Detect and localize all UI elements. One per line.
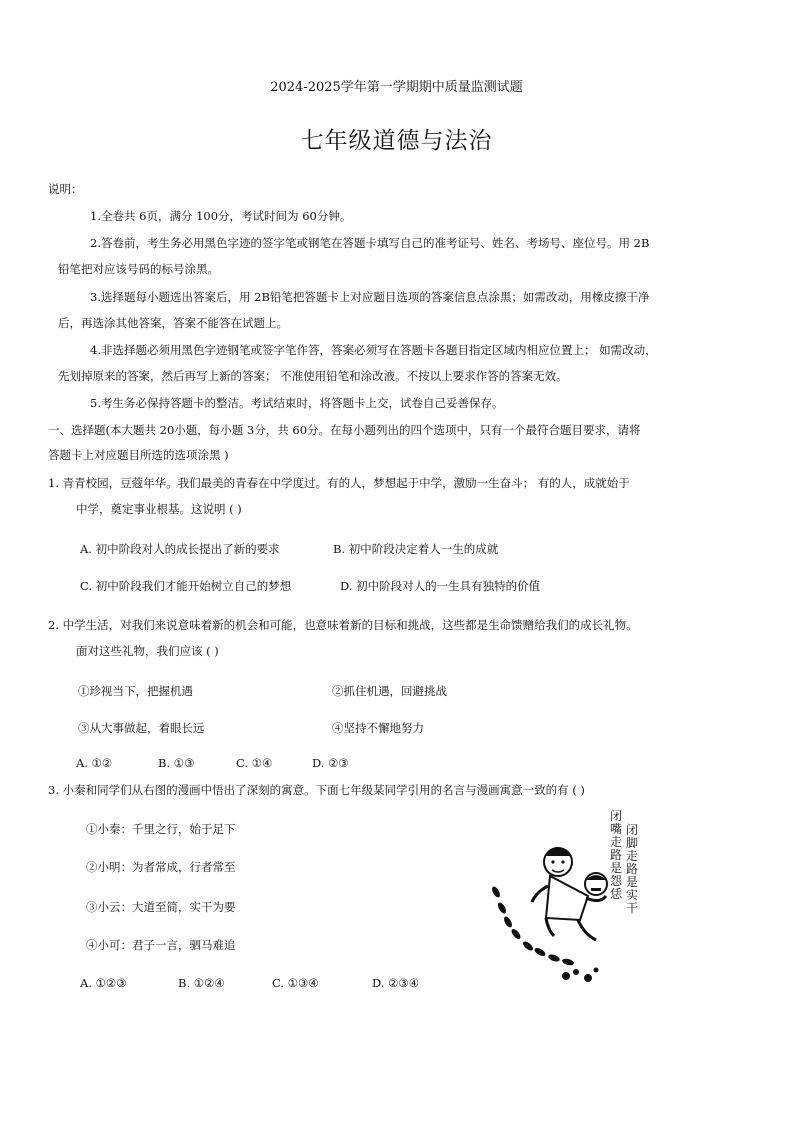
q2-item-3: ③从大事做起，着眼长远 — [78, 721, 205, 735]
instruction-line: 4.非选择题必须用黑色字迹钢笔或签字笔作答，答案必须写在答题卡各题目指定区域内相应位置上； 如需改动， — [90, 343, 657, 357]
cartoon-caption-left: 闭 嘴 走 路 是 怨 恁 — [610, 809, 623, 901]
q2-option-a: A. ①② — [76, 756, 113, 770]
cartoon-caption-right: 闭 脚 走 路 是 实 干 — [626, 823, 638, 915]
q2-item-1: ①珍视当下，把握机遇 — [78, 684, 193, 698]
section-heading: 答题卡上对应题目所选的选项涂黑 ) — [48, 448, 229, 462]
exam-title: 七年级道德与法治 — [300, 128, 493, 154]
q2-item-2: ②抓住机遇，回避挑战 — [332, 684, 447, 698]
instruction-line: 2.答卷前，考生务必用黑色字迹的签字笔或钢笔在答题卡填写自己的准考证号、姓名、考场号、座位号。用 2B — [90, 236, 650, 250]
q1-option-a: A. 初中阶段对人的成长提出了新的要求 — [80, 542, 280, 556]
instruction-line: 先划掉原来的答案，然后再写上新的答案； 不准使用铅笔和涂改液。不按以上要求作答的答案无效。 — [58, 369, 568, 383]
instruction-line: 铅笔把对应该号码的标号涂黑。 — [58, 262, 219, 276]
q3-item-1: ①小秦：千里之行，始于足下 — [86, 822, 236, 836]
question-1-stem: 中学，奠定事业根基。这说明 ( ) — [76, 502, 242, 516]
question-3-stem: 3. 小秦和同学们从右图的漫画中悟出了深刻的寓意。下面七年级某同学引用的名言与漫画寓意一致的有 ( ) — [48, 783, 585, 797]
exam-subtitle: 2024-2025学年第一学期期中质量监测试题 — [270, 80, 523, 95]
instruction-line: 后，再选涂其他答案，答案不能答在试题上。 — [58, 316, 288, 330]
q1-option-d: D. 初中阶段对人的一生具有独特的价值 — [340, 579, 541, 593]
q3-option-b: B. ①②④ — [178, 976, 225, 990]
instruction-line: 5.考生务必保持答题卡的整洁。考试结束时，将答题卡上交，试卷自己妥善保存。 — [90, 396, 504, 410]
question-2-stem: 面对这些礼物，我们应该 ( ) — [76, 644, 219, 658]
q3-option-d: D. ②③④ — [372, 976, 420, 990]
question-2-stem: 2. 中学生活，对我们来说意味着新的机会和可能，也意味着新的目标和挑战，这些都是生命馈赠给我们的成长礼物。 — [48, 618, 638, 632]
section-heading: 一、选择题(本大题共 20小题，每小题 3分，共 60分。在每小题列出的四个选项中，只有一个最符合题目要求，请将 — [48, 423, 641, 437]
cartoon-drawing — [488, 800, 638, 996]
q3-item-4: ④小可：君子一言，驷马难追 — [86, 938, 236, 952]
q3-item-2: ②小明：为者常成，行者常至 — [86, 860, 236, 874]
q2-option-b: B. ①③ — [158, 756, 195, 770]
q3-option-c: C. ①③④ — [272, 976, 319, 990]
question-1-stem: 1. 青青校园，豆蔻年华。我们最美的青春在中学度过。有的人，梦想起于中学，激励一生奋斗； 有的人，成就始于 — [48, 476, 630, 490]
instruction-line: 1.全卷共 6页，满分 100分，考试时间为 60分钟。 — [90, 209, 352, 223]
instructions-heading: 说明： — [48, 182, 83, 196]
q3-item-3: ③小云：大道至简，实干为要 — [86, 900, 236, 914]
q2-option-c: C. ①④ — [236, 756, 273, 770]
instruction-line: 3.选择题每小题选出答案后，用 2B铅笔把答题卡上对应题目选项的答案信息点涂黑；如需改动，用橡皮擦干净 — [90, 290, 650, 304]
q1-option-b: B. 初中阶段决定着人一生的成就 — [333, 542, 499, 556]
q2-item-4: ④坚持不懈地努力 — [332, 721, 424, 735]
q1-option-c: C. 初中阶段我们才能开始树立自己的梦想 — [80, 579, 292, 593]
q2-option-d: D. ②③ — [312, 756, 349, 770]
cartoon-illustration — [488, 800, 638, 996]
q3-option-a: A. ①②③ — [80, 976, 127, 990]
